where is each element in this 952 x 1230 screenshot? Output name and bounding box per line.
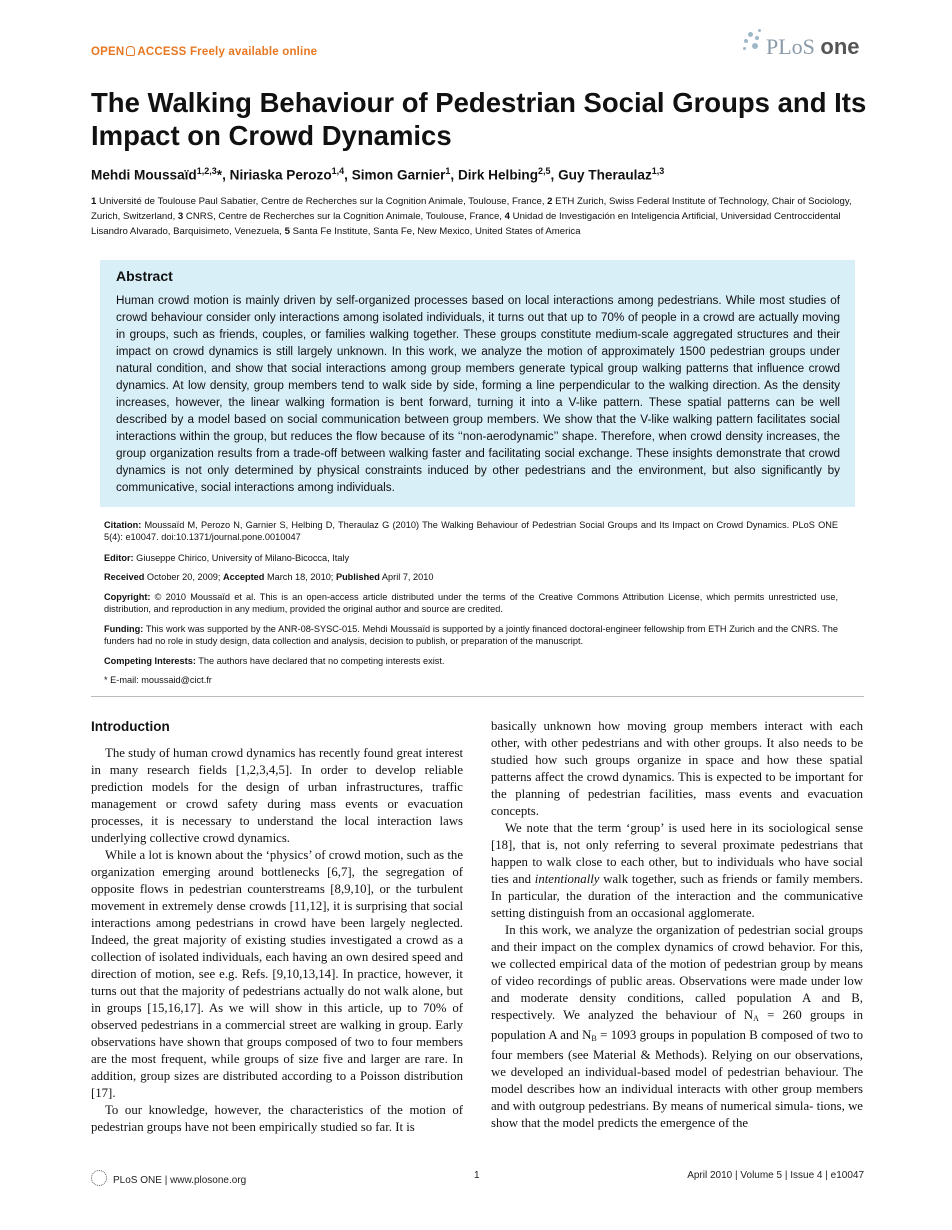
copyright-block: Copyright: © 2010 Moussaïd et al. This is an open-access article distributed under the terms of the Creative Commons Attribution License, which permits unrestricted use, distribution, and reproduction in any medium, provided the original author and source are credited. bbox=[104, 592, 838, 615]
affiliation-text: CNRS, Centre de Recherches sur la Cognition Animale, Toulouse, France, bbox=[185, 211, 505, 222]
paragraph: To our knowledge, however, the characteristics of the motion of pedestrian groups have not been empirically studied so far. It is bbox=[91, 1103, 463, 1134]
author-name: Dirk Helbing bbox=[457, 167, 539, 183]
citation-block: Citation: Moussaïd M, Perozo N, Garnier S, Helbing D, Theraulaz G (2010) The Walking Behaviour of Pedestrian Social Groups and Its Impact on Crowd Dynamics. PLoS ONE 5(4): e10047. doi:10.1371/journal.pone.0010047 bbox=[104, 520, 838, 543]
dates-block: Received October 20, 2009; Accepted March 18, 2010; Published April 7, 2010 bbox=[104, 572, 434, 582]
author-affil-sup: 1,2,3 bbox=[196, 166, 217, 176]
paragraph: While a lot is known about the ‘physics’ of crowd motion, such as the organization emerging around bottlenecks [6,7], the segregation of opposite flows in pedestrian counterstreams [8,9,10], or the turbulent movement in extremely dense crowds [11,12], it is surprising that social interactions among pedestrians in crowd have been largely neglected. Indeed, the great majority of existing studies investigated a crowd as a collection of isolated individuals, each having an own desired speed and direction of motion, see e.g. Refs. [9,10,13,14]. In practice, however, it turns out that the majority of pedestrians actually do not walk alone, but in groups [15,16,17]. As we will show in this article, up to 70% of observed pedestrians in a commercial street are walking in group. Early observations have shown that groups composed of two to four members are the most frequent, while groups of size five and larger are rare. In addition, group sizes are distributed according to a Poisson distribution [17]. bbox=[91, 848, 463, 1100]
affiliation-number: 4 bbox=[504, 211, 513, 222]
open-label: OPEN bbox=[91, 46, 125, 58]
left-column bbox=[91, 745, 463, 1136]
email-line: * E-mail: moussaid@cict.fr bbox=[104, 675, 212, 685]
open-access-banner bbox=[91, 46, 317, 58]
access-label: ACCESS bbox=[137, 46, 187, 58]
affiliation-number: 3 bbox=[177, 211, 186, 222]
affiliation-number: 5 bbox=[284, 226, 293, 237]
abstract-body: Human crowd motion is mainly driven by self-organized processes based on local interactions among pedestrians. While most studies of crowd behaviour consider only interactions among isolated individuals, it turns out that up to 70% of people in a crowd are actually moving in groups, such as friends, couples, or families walking together. These groups constitute medium-scale aggregated structures and their impact on crowd dynamics is still largely unknown. In this work, we analyze the motion of approximately 1500 pedestrian groups under natural condition, and show that social interactions among group members generate typical group walking patterns that influence crowd dynamics. At low density, group members tend to walk side by side, forming a line perpendicular to the walking direction. As the density increases, however, the linear walking formation is bent forward, turning it into a V-like pattern. These spatial patterns can be well described by a model based on social communication between group members. We show that the V-like walking pattern facilitates social interactions within the group, but reduces the flow because of its ‘‘non-aerodynamic’’ shape. Therefore, when crowd density increases, the group organization results from a trade-off between walking faster and facilitating social exchange. These insights demonstrate that crowd dynamics is not only determined by physical constraints induced by other pedestrians and the environment, but also significantly by communicative, social interactions among individuals. bbox=[116, 294, 840, 494]
author-name: Guy Theraulaz bbox=[558, 167, 652, 183]
affiliation-text: Université de Toulouse Paul Sabatier, Centre de Recherches sur la Cognition Animale, Toulouse, France, bbox=[99, 196, 548, 207]
author-affil-sup: 2,5 bbox=[538, 166, 551, 176]
author-name: Mehdi Moussaïd bbox=[91, 167, 197, 183]
author-affil-sup: 1 bbox=[445, 166, 451, 176]
plos-footer-icon bbox=[91, 1170, 107, 1186]
author-name: Niriaska Perozo bbox=[229, 167, 332, 183]
footer-journal: PLoS ONE | www.plosone.org bbox=[113, 1175, 247, 1186]
abstract-heading: Abstract bbox=[116, 268, 173, 284]
page-number: 1 bbox=[474, 1170, 480, 1181]
affiliation-text: Santa Fe Institute, Santa Fe, New Mexico, United States of America bbox=[292, 226, 581, 237]
freely-available-label: Freely available online bbox=[189, 46, 318, 58]
author-name: Simon Garnier bbox=[351, 167, 446, 183]
logo-plos-text: PLoS bbox=[766, 34, 815, 59]
plos-one-logo bbox=[740, 28, 870, 62]
affiliation-number: 1 bbox=[91, 196, 100, 207]
logo-one-text: one bbox=[820, 34, 860, 59]
author-affil-sup: 1,4 bbox=[331, 166, 345, 176]
affiliation-text: ETH Zurich, Swiss Federal Institute of Technology, Chair of Sociology, Zurich, Switzerland, bbox=[91, 196, 852, 222]
competing-interests-block: Competing Interests: The authors have declared that no competing interests exist. bbox=[104, 656, 445, 666]
affiliation-text: Unidad de Investigación en Inteligencia Artificial, Universidad Centroccidental Lisandro Alvarado, Barquisimeto, Venezuela, bbox=[91, 211, 841, 237]
paragraph: The study of human crowd dynamics has recently found great interest in many research fields [1,2,3,4,5]. In order to develop reliable prediction models for the design of urban infrastructures, traffic management or crowd safety during mass events or evacuation processes, it is necessary to understand the local interaction laws underlying collective crowd dynamics. bbox=[91, 746, 463, 845]
author-affil-sup: 1,3 bbox=[651, 166, 665, 176]
page-footer bbox=[91, 1170, 864, 1186]
article-title: The Walking Behaviour of Pedestrian Social Groups and Its Impact on Crowd Dynamics bbox=[91, 87, 867, 151]
section-divider bbox=[91, 696, 864, 697]
introduction-heading: Introduction bbox=[91, 719, 170, 734]
author-list: Mehdi Moussaïd$^{1,2,3}$*, Niriaska Perozo$^{1,4}$, Simon Garnier$^1$, Dirk Helbing$^{2,5}$, Guy Theraulaz$^{1,3}$ bbox=[91, 166, 665, 183]
paragraph: We note that the term ‘group’ is used here in its sociological sense [18], that is, not only referring to several proximate pedestrians that happen to walk close to each other, but to individuals who have social ties and intentionally walk together, such as friends or family members. In particular, the duration of the interaction and the communicative setting distinguish from an occasional agglomerate. bbox=[491, 821, 863, 920]
right-column bbox=[491, 718, 863, 1132]
open-access-lock-icon bbox=[126, 46, 135, 56]
affiliation-number: 2 bbox=[547, 196, 556, 207]
funding-block: Funding: This work was supported by the ANR-08-SYSC-015. Mehdi Moussaïd is supported by a jointly financed doctoral-engineer fellowship from ETH Zurich and the CNRS. The funders had no role in study design, data collection and analysis, decision to publish, or preparation of the manuscript. bbox=[104, 624, 838, 647]
paragraph: In this work, we analyze the organization of pedestrian social groups and their impact on the complex dynamics of crowd behavior. For this, we collected empirical data of the motion of pedestrian group by means of video recordings of public areas. Observations were made under low and moderate density conditions, called population A and B, respectively. We analyzed the behaviour of $N_A = 260$ groups in population A and $N_B = 1093$ groups in population B composed of two to four members (see Material & Methods). Relying on our observations, we developed an individual-based model of pedestrian behaviour. The model describes how an individual interacts with other group members and with outgroup pedestrians. By means of numerical simula- tions, we show that the model predicts the emergence of the bbox=[491, 923, 863, 1130]
footer-issue: April 2010 | Volume 5 | Issue 4 | e10047 bbox=[687, 1170, 864, 1181]
paragraph: basically unknown how moving group members interact with each other, with other pedestrians and with other groups. It also needs to be studied how such groups organize in space and how these spatial patterns affect the crowd dynamics. This is expected to be important for the planning of pedestrian facilities, mass events and evacuation concepts. bbox=[491, 719, 863, 818]
affiliations bbox=[91, 194, 863, 239]
editor-block: Editor: Giuseppe Chirico, University of Milano-Bicocca, Italy bbox=[104, 553, 350, 563]
